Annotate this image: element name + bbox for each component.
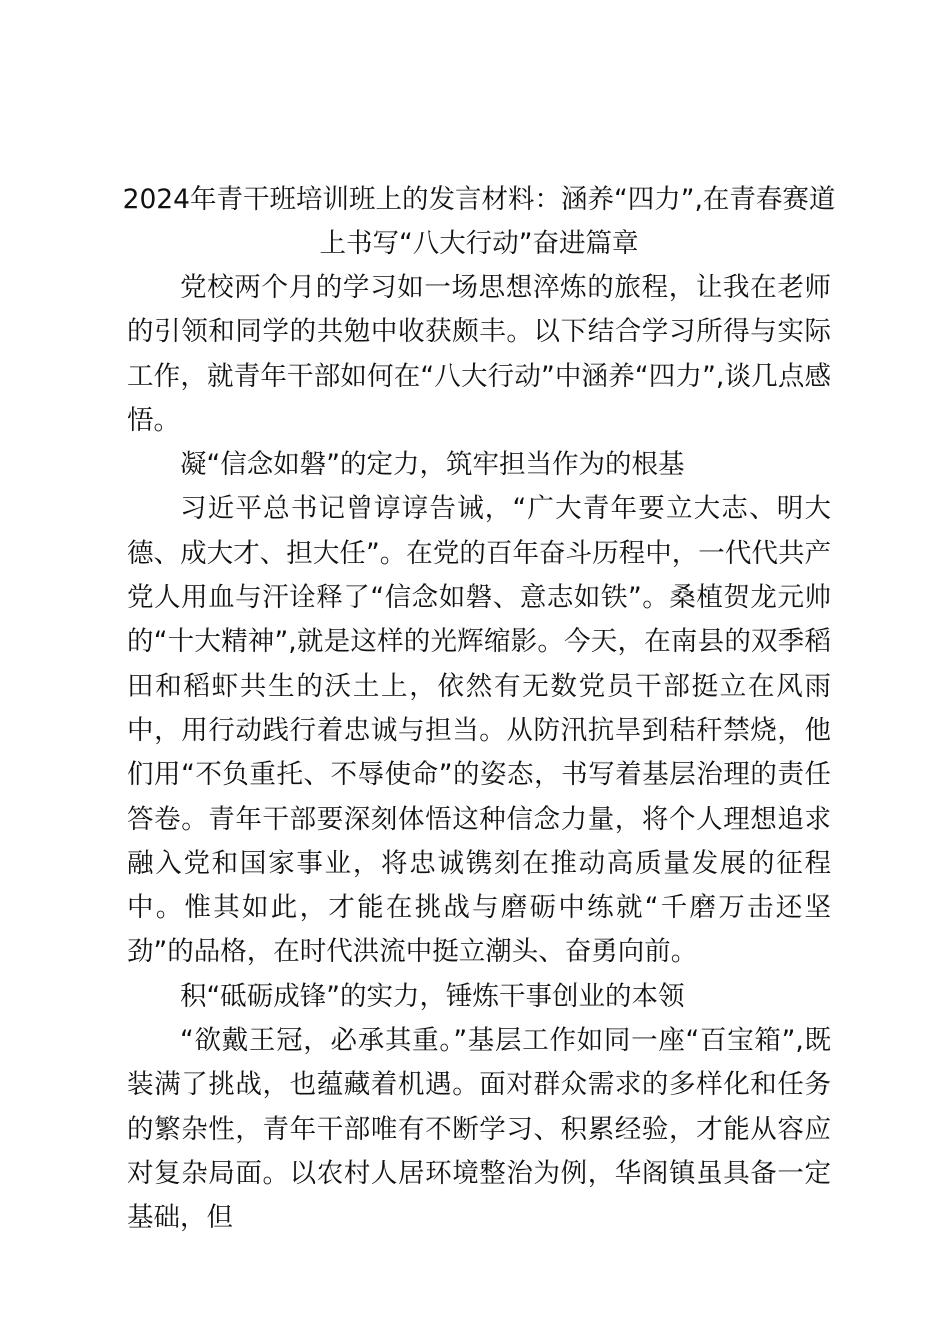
document-title: 2024年青干班培训班上的发言材料：涵养“四力”,在青春赛道上书写“八大行动”奋进篇章 <box>122 184 836 259</box>
intro-paragraph: 党校两个月的学习如一场思想淬炼的旅程，让我在老师的引领和同学的共勉中收获颇丰。以下结合学习所得与实际工作，就青年干部如何在“八大行动”中涵养“四力”,谈几点感悟。 <box>127 272 831 436</box>
body-paragraph-1: 习近平总书记曾谆谆告诫，“广大青年要立大志、明大德、成大才、担大任”。在党的百年奋斗历程中，一代代共产党人用血与汗诠释了“信念如磐、意志如铁”。桑植贺龙元帅的“十大精神”,就是这样的光辉缩影。今天，在南县的双季稻田和稻虾共生的沃土上，依然有无数党员干部挺立在风雨中，用行动践行着忠诚与担当。从防汛抗旱到秸秆禁烧，他们用“不负重托、不辱使命”的姿态，书写着基层治理的责任答卷。青年干部要深刻体悟这种信念力量，将个人理想追求融入党和国家事业，将忠诚镌刻在推动高质量发展的征程中。惟其如此，才能在挑战与磨砺中练就“千磨万击还坚劲”的品格，在时代洪流中挺立潮头、奋勇向前。 <box>127 493 831 968</box>
section-heading-2: 积“砥砺成锋”的实力，锤炼干事创业的本领 <box>180 980 685 1012</box>
document-page <box>122 178 836 1241</box>
section-heading-1: 凝“信念如磐”的定力，筑牢担当作为的根基 <box>180 449 685 481</box>
body-paragraph-2: “欲戴王冠，必承其重。”基层工作如同一座“百宝箱”,既装满了挑战，也蕴藏着机遇。面对群众需求的多样化和任务的繁杂性，青年干部唯有不断学习、积累经验，才能从容应对复杂局面。以农村人居环境整治为例，华阁镇虽具备一定基础，但 <box>127 1025 831 1234</box>
